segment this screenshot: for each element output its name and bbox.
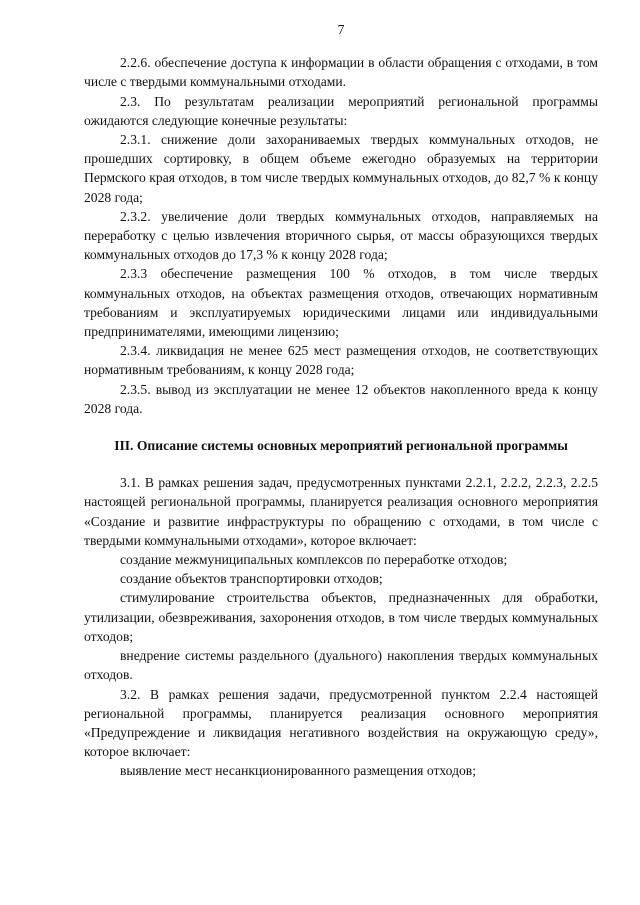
paragraph-2-3-3: 2.3.3 обеспечение размещения 100 % отходов, в том числе твердых коммунальных отходов, на объектах размещения отходов, отвечающих нормативным требованиям и эксплуатируемых юридическими лицами или индивидуальными предпринимателями, имеющими лицензию;: [84, 266, 598, 340]
list-item-stimulation: стимулирование строительства объектов, предназначенных для обработки, утилизации, обезвреживания, захоронения отходов, в том числе твердых коммунальных отходов;: [84, 590, 598, 644]
paragraph-2-3-5: 2.3.5. вывод из эксплуатации не менее 12 объектов накопленного вреда к концу 2028 года.: [84, 381, 598, 416]
list-item-complexes: создание межмуниципальных комплексов по переработке отходов;: [120, 552, 508, 568]
paragraph-3-2: 3.2. В рамках решения задачи, предусмотренной пунктом 2.2.4 настоящей региональной программы, планируется реализация основного мероприятия «Предупреждение и ликвидация негативного воздействия на окружающую среду», которое включает:: [84, 686, 598, 760]
document-page: [84, 20, 598, 781]
paragraph-2-3: 2.3. По результатам реализации мероприятий региональной программы ожидаются следующие конечные результаты:: [84, 93, 598, 128]
paragraph-2-3-1: 2.3.1. снижение доли захораниваемых твердых коммунальных отходов, не прошедших сортировку, в общем объеме ежегодно образуемых на территории Пермского края отходов, в том числе твердых коммунальных отходов, до 82,7 % к концу 2028 года;: [84, 132, 598, 205]
paragraph-2-2-6: 2.2.6. обеспечение доступа к информации в области обращения с отходами, в том числе с твердыми коммунальными отходами.: [84, 55, 598, 90]
list-item-detection: выявление мест несанкционированного размещения отходов;: [120, 763, 476, 779]
paragraph-3-1: 3.1. В рамках решения задач, предусмотренных пунктами 2.2.1, 2.2.2, 2.2.3, 2.2.5 настоящей региональной программы, планируется реализация основного мероприятия «Создание и развитие инфраструктуры по обращению с отходами, в том числе с твердыми коммунальными отходами», которое включает:: [84, 475, 598, 548]
page-number: 7: [337, 22, 345, 37]
list-item-separate-collection: внедрение системы раздельного (дуального) накопления твердых коммунальных отходов.: [84, 648, 598, 683]
section-heading: III. Описание системы основных мероприятий региональной программы: [114, 438, 568, 454]
paragraph-2-3-4: 2.3.4. ликвидация не менее 625 мест размещения отходов, не соответствующих нормативным требованиям, к концу 2028 года;: [84, 343, 598, 378]
list-item-transport: создание объектов транспортировки отходов;: [120, 571, 383, 587]
paragraph-2-3-2: 2.3.2. увеличение доли твердых коммунальных отходов, направляемых на переработку с целью извлечения вторичного сырья, от массы образующихся твердых коммунальных отходов до 17,3 % к концу 2028 года;: [84, 208, 598, 263]
